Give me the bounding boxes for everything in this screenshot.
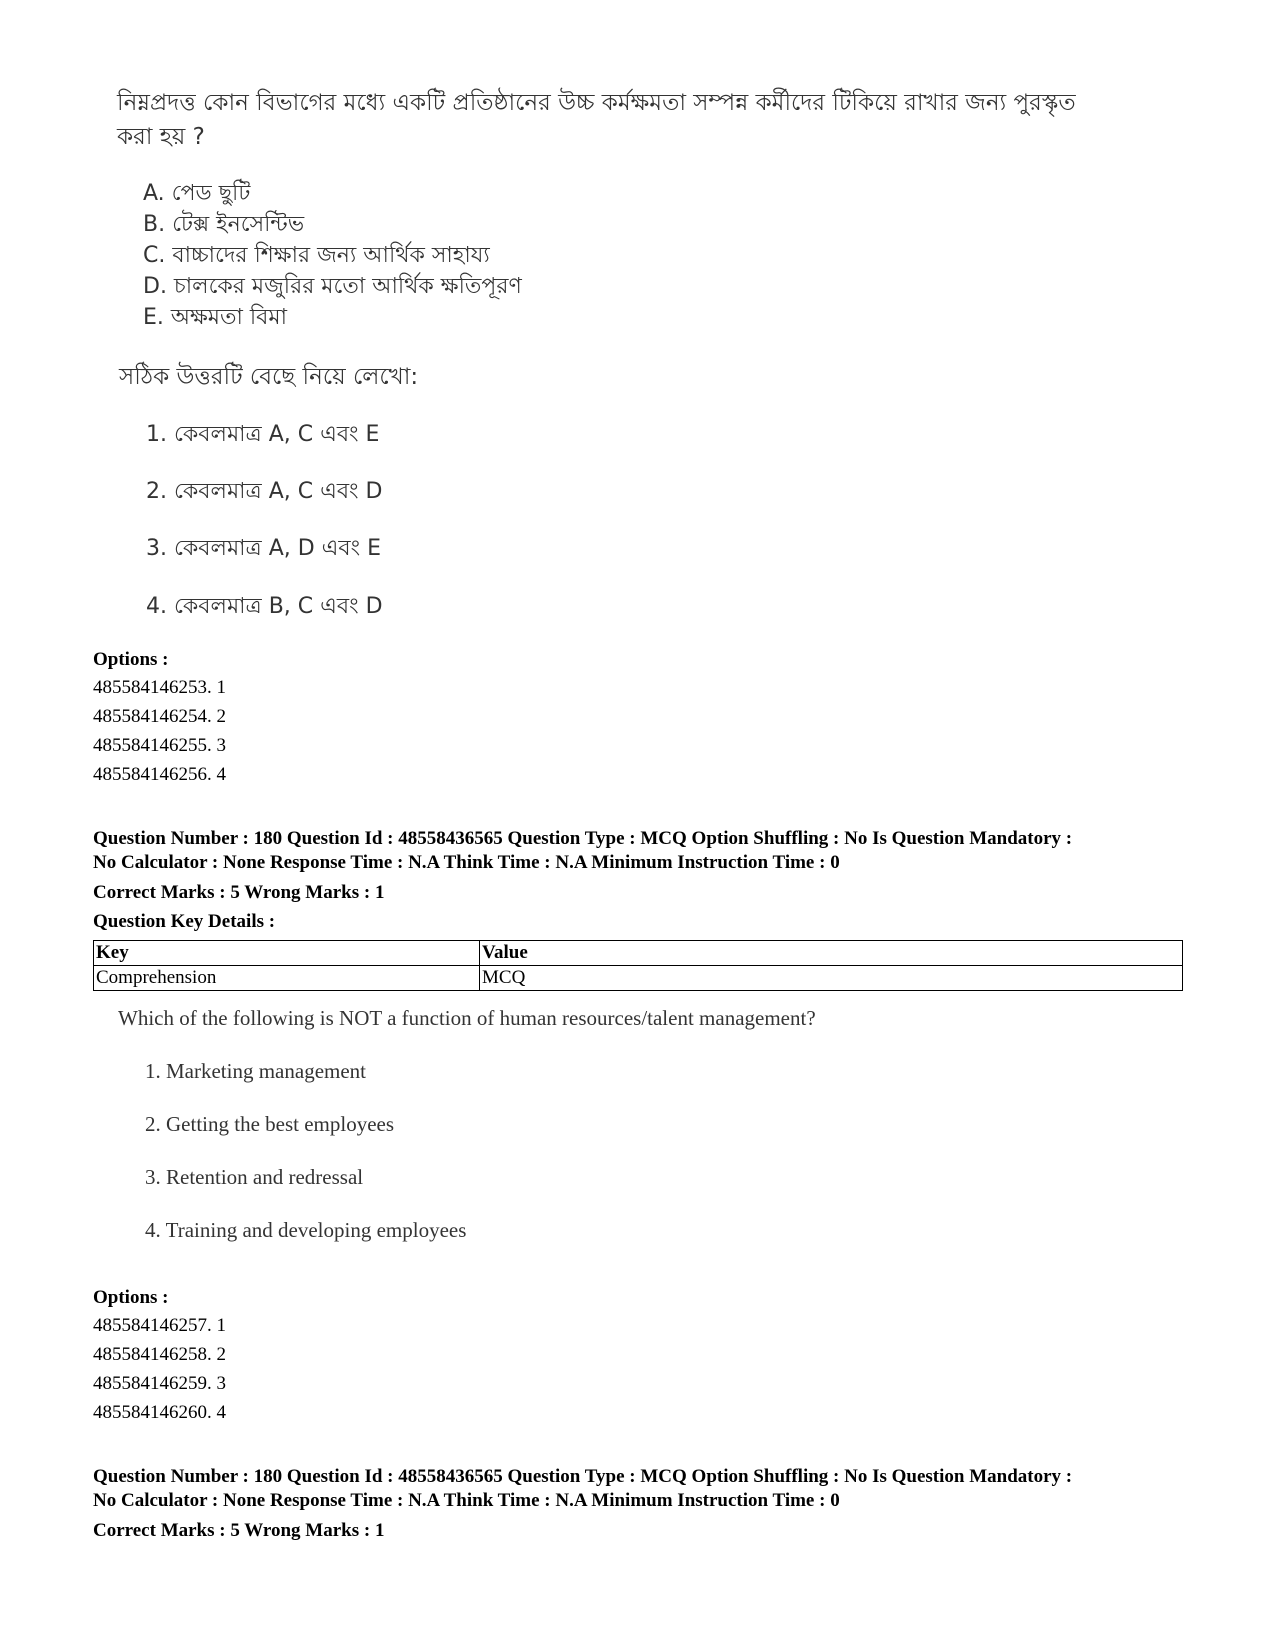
- marks-line: Correct Marks : 5 Wrong Marks : 1: [93, 1520, 385, 1541]
- answer-option-4: 4. কেবলমাত্র B, C এবং D: [146, 594, 383, 619]
- answer-option-2: 2. কেবলমাত্র A, C এবং D: [146, 479, 383, 504]
- bengali-choice-b: B. টেক্স ইনসেন্টিভ: [143, 212, 305, 237]
- question-meta: [93, 1465, 1072, 1513]
- answer-option-3: 3. Retention and redressal: [145, 1165, 364, 1189]
- question-stem-bengali: নিম্নপ্রদত্ত কোন বিভাগের মধ্যে একটি প্রতিষ্ঠানের উচ্চ কর্মক্ষমতা সম্পন্ন কর্মীদের টিকিয়ে রাখার জন্য পুরস্কৃত করা হয় ?: [117, 90, 1076, 150]
- question-stem-english: Which of the following is NOT a function of human resources/talent management?: [118, 1006, 816, 1030]
- key-details-table: [93, 940, 1183, 991]
- option-id-4: 485584146256. 4: [93, 764, 226, 785]
- bengali-choice-a: A. পেড ছুটি: [143, 181, 251, 206]
- bengali-choice-d: D. চালকের মজুরির মতো আর্থিক ক্ষতিপূরণ: [143, 274, 522, 299]
- option-id-3: 485584146259. 3: [93, 1373, 226, 1394]
- option-id-2: 485584146258. 2: [93, 1344, 226, 1365]
- table-row: [94, 966, 1183, 991]
- question-meta-line-1: Question Number : 180 Question Id : 48558436565 Question Type : MCQ Option Shuffling : No Is Question Mandatory :: [93, 1466, 1073, 1487]
- answer-option-4: 4. Training and developing employees: [145, 1218, 467, 1242]
- options-list: [93, 1311, 226, 1427]
- marks-line: Correct Marks : 5 Wrong Marks : 1: [93, 882, 385, 903]
- answer-option-1: 1. Marketing management: [145, 1059, 367, 1083]
- option-id-4: 485584146260. 4: [93, 1402, 226, 1423]
- answer-option-3: 3. কেবলমাত্র A, D এবং E: [146, 536, 382, 561]
- table-header-key: Key: [94, 941, 480, 966]
- bengali-choice-e: E. অক্ষমতা বিমা: [143, 305, 287, 330]
- answer-option-1: 1. কেবলমাত্র A, C এবং E: [146, 422, 380, 447]
- option-id-1: 485584146257. 1: [93, 1315, 226, 1336]
- options-heading: Options :: [93, 1287, 169, 1308]
- options-list: [93, 673, 226, 789]
- options-heading: Options :: [93, 649, 169, 670]
- table-cell-key: Comprehension: [94, 966, 480, 991]
- question-meta-line-2: No Calculator : None Response Time : N.A Think Time : N.A Minimum Instruction Time : 0: [93, 1490, 840, 1511]
- bengali-choice-c: C. বাচ্চাদের শিক্ষার জন্য আর্থিক সাহায্য: [143, 243, 490, 268]
- answer-instruction: সঠিক উত্তরটি বেছে নিয়ে লেখো:: [119, 364, 419, 390]
- key-details-heading: Question Key Details :: [93, 911, 276, 932]
- question-meta-line-1: Question Number : 180 Question Id : 48558436565 Question Type : MCQ Option Shuffling : No Is Question Mandatory :: [93, 828, 1073, 849]
- table-cell-value: MCQ: [480, 966, 1183, 991]
- table-header-row: [94, 941, 1183, 966]
- question-meta-line-2: No Calculator : None Response Time : N.A Think Time : N.A Minimum Instruction Time : 0: [93, 852, 840, 873]
- table-header-value: Value: [480, 941, 1183, 966]
- question-meta: [93, 827, 1072, 875]
- option-id-1: 485584146253. 1: [93, 677, 226, 698]
- option-id-2: 485584146254. 2: [93, 706, 226, 727]
- answer-option-2: 2. Getting the best employees: [145, 1112, 395, 1136]
- option-id-3: 485584146255. 3: [93, 735, 226, 756]
